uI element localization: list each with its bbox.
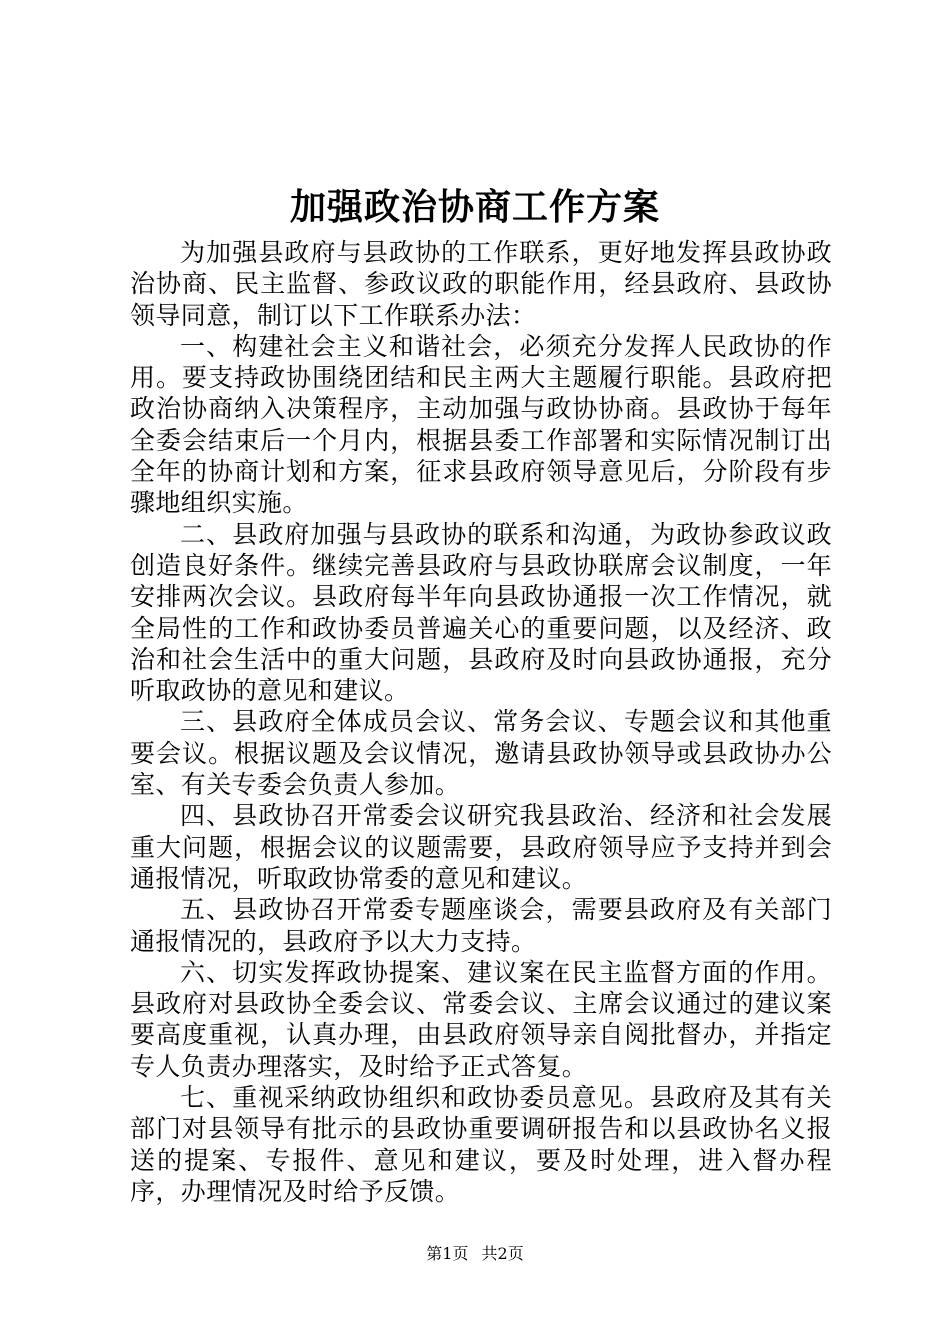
paragraph-intro: 为加强县政府与县政协的工作联系，更好地发挥县政协政治协商、民主监督、参政议政的职能作用，经县政府、县政协领导同意，制订以下工作联系办法： — [130, 238, 832, 330]
page-footer — [0, 1243, 950, 1265]
page-number: 第1页 — [426, 1244, 469, 1263]
document-title: 加强政治协商工作方案 — [289, 186, 660, 228]
paragraph-item-4: 四、县政协召开常委会议研究我县政治、经济和社会发展重大问题，根据会议的议题需要，县政府领导应予支持并到会通报情况，听取政协常委的意见和建议。 — [130, 801, 832, 893]
page-total: 共2页 — [481, 1244, 524, 1263]
paragraph-item-2: 二、县政府加强与县政协的联系和沟通，为政协参政议政创造良好条件。继续完善县政府与县政协联席会议制度，一年安排两次会议。县政府每半年向县政协通报一次工作情况，就全局性的工作和政协委员普遍关心的重要问题，以及经济、政治和社会生活中的重大问题，县政府及时向县政协通报，充分听取政协的意见和建议。 — [130, 519, 832, 706]
paragraph-item-7: 七、重视采纳政协组织和政协委员意见。县政府及其有关部门对县领导有批示的县政协重要调研报告和以县政协名义报送的提案、专报件、意见和建议，要及时处理，进入督办程序，办理情况及时给予反馈。 — [130, 1083, 832, 1206]
paragraph-item-6: 六、切实发挥政协提案、建议案在民主监督方面的作用。县政府对县政协全委会议、常委会议、主席会议通过的建议案要高度重视，认真办理，由县政府领导亲自阅批督办，并指定专人负责办理落实，及时给予正式答复。 — [130, 957, 832, 1081]
paragraph-item-1: 一、构建社会主义和谐社会，必须充分发挥人民政协的作用。要支持政协围绕团结和民主两大主题履行职能。县政府把政治协商纳入决策程序，主动加强与政协协商。县政协于每年全委会结束后一个月内，根据县委工作部署和实际情况制订出全年的协商计划和方案，征求县政府领导意见后，分阶段有步骤地组织实施。 — [130, 331, 832, 518]
document-body — [130, 237, 832, 1207]
paragraph-item-5: 五、县政协召开常委专题座谈会，需要县政府及有关部门通报情况的，县政府予以大力支持。 — [130, 895, 832, 956]
paragraph-item-3: 三、县政府全体成员会议、常务会议、专题会议和其他重要会议。根据议题及会议情况，邀请县政协领导或县政协办公室、有关专委会负责人参加。 — [130, 707, 832, 800]
